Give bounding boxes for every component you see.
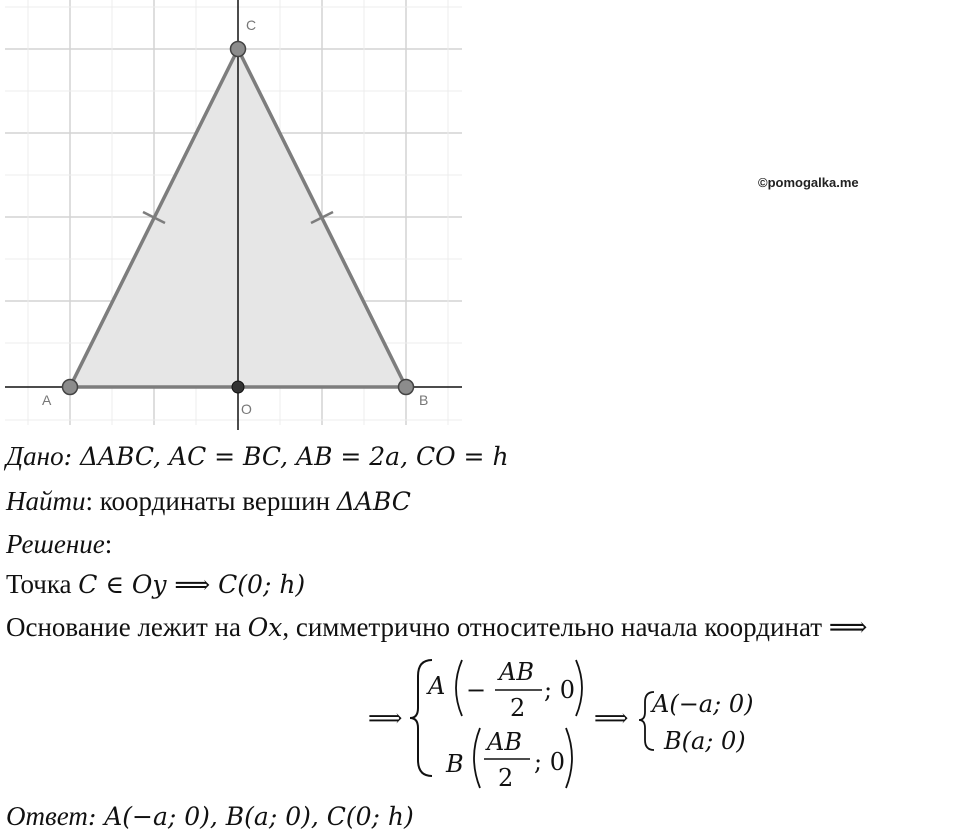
answer-line — [6, 800, 414, 833]
label-a: A — [42, 392, 52, 408]
find-text: : координаты вершин — [85, 486, 337, 516]
point-o — [232, 381, 244, 393]
row2-paren-left — [474, 728, 480, 788]
point-c — [231, 42, 246, 57]
base-text-a: Основание лежит на — [6, 612, 248, 642]
system-implies-2: ⟹ — [594, 704, 629, 732]
find-label: Найти — [6, 486, 86, 516]
solution-line — [6, 528, 112, 560]
row2-frac-num: AB — [487, 728, 522, 756]
row1-frac-den: 2 — [510, 694, 526, 722]
row2-point: B — [446, 750, 464, 778]
find-expression: ΔABC — [336, 487, 411, 516]
answer-expression: : A(−a; 0), B(a; 0), C(0; h) — [87, 802, 414, 831]
result-b: B(a; 0) — [664, 727, 746, 755]
answer-label: Ответ — [6, 801, 88, 831]
watermark: ©pomogalka.me — [758, 175, 859, 190]
result-brace — [639, 692, 654, 750]
system-brace — [410, 660, 432, 776]
given-line — [6, 440, 509, 473]
base-expression: Ox — [247, 613, 283, 642]
solution-label: Решение — [6, 529, 105, 559]
row1-paren-right — [576, 660, 582, 716]
point-a — [63, 380, 78, 395]
given-label: Дано — [6, 441, 64, 471]
label-o: O — [241, 401, 252, 417]
point-b — [399, 380, 414, 395]
base-line — [6, 611, 867, 644]
point-c-text: Точка — [6, 569, 79, 599]
point-c-line — [6, 568, 305, 601]
base-text-b: , симметрично относительно начала координат ⟹ — [282, 612, 868, 642]
find-line — [6, 485, 411, 518]
system-implies: ⟹ — [368, 704, 403, 732]
row2-paren-right — [566, 728, 572, 788]
result-a: A(−a; 0) — [652, 690, 754, 718]
row1-minus: − — [466, 676, 487, 704]
point-c-expression: C ∈ Oy ⟹ C(0; h) — [78, 570, 306, 599]
label-b: B — [419, 392, 429, 408]
solution-colon: : — [104, 529, 113, 559]
label-c: C — [246, 17, 257, 33]
given-expression: : ΔABC, AC = BC, AB = 2a, CO = h — [63, 442, 509, 471]
row1-paren-left — [456, 660, 462, 716]
triangle-figure — [0, 0, 470, 440]
row2-tail: ; 0 — [534, 748, 565, 776]
row1-frac-num: AB — [499, 658, 534, 686]
row1-tail: ; 0 — [544, 676, 575, 704]
row2-frac-den: 2 — [498, 764, 514, 792]
row1-point: A — [428, 672, 446, 700]
